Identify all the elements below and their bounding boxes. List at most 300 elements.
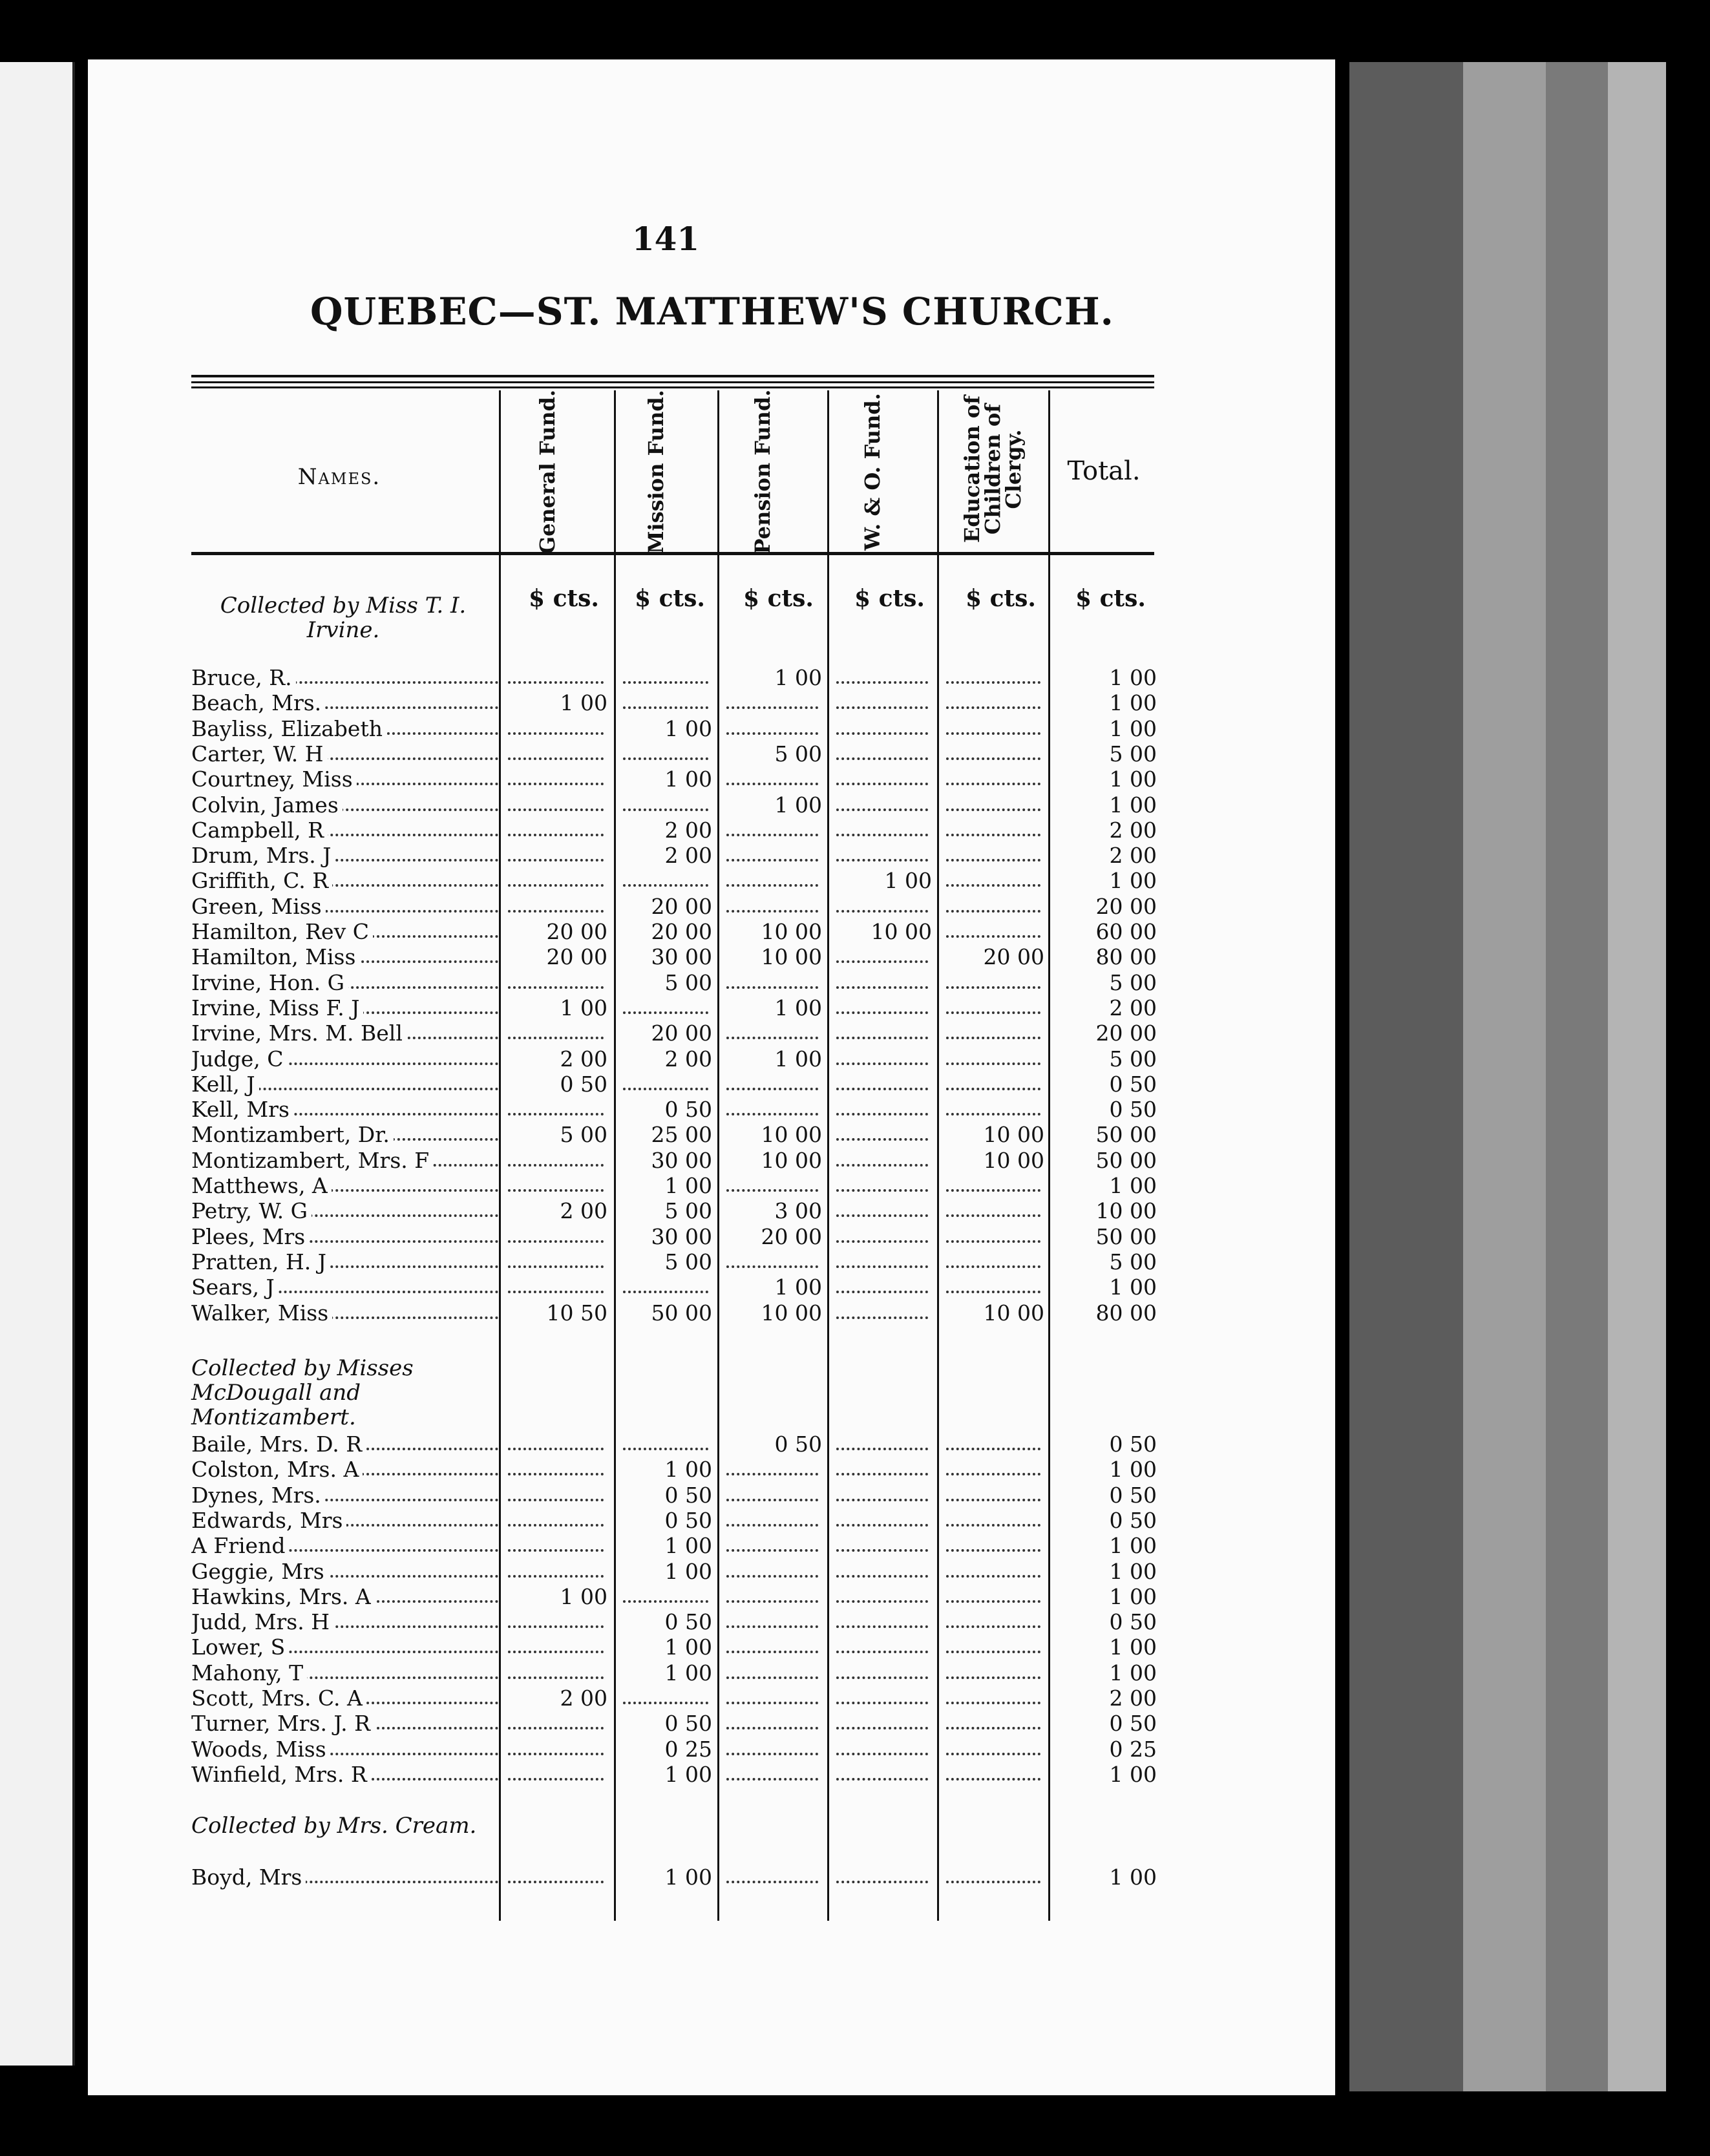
contributor-name bbox=[191, 971, 498, 995]
contributor-name bbox=[191, 1123, 498, 1147]
wo-amount bbox=[831, 1610, 932, 1634]
pension-amount bbox=[721, 843, 822, 868]
total-amount: 0 50 bbox=[1109, 1711, 1157, 1736]
pension-amount: 10 00 bbox=[761, 1122, 822, 1147]
contributor-name-text: Colston, Mrs. A bbox=[191, 1457, 363, 1482]
table-row bbox=[0, 894, 1247, 919]
education-amount bbox=[941, 996, 1044, 1020]
general-amount bbox=[503, 1021, 607, 1046]
general-amount bbox=[503, 1534, 607, 1558]
wo-amount bbox=[831, 1123, 932, 1147]
pension-amount bbox=[721, 1686, 822, 1711]
contributor-name bbox=[191, 793, 498, 818]
pension-amount bbox=[721, 1762, 822, 1787]
general-amount bbox=[503, 717, 607, 741]
pension-amount: 10 00 bbox=[761, 919, 822, 944]
total-amount: 5 00 bbox=[1109, 1249, 1157, 1274]
contributor-name bbox=[191, 1508, 498, 1533]
contributor-name bbox=[191, 818, 498, 843]
table-row bbox=[0, 920, 1247, 944]
contributor-name-text: Judd, Mrs. H bbox=[191, 1610, 333, 1634]
mission-amount: 50 00 bbox=[651, 1300, 712, 1326]
wo-amount bbox=[831, 1432, 932, 1457]
general-amount bbox=[503, 1483, 607, 1508]
page-edge-dark bbox=[1349, 62, 1463, 2091]
education-amount: 10 00 bbox=[983, 1122, 1044, 1147]
wo-amount bbox=[831, 1301, 932, 1326]
contributor-name bbox=[191, 1534, 498, 1558]
contributor-name-text: Campbell, R bbox=[191, 818, 328, 843]
general-amount bbox=[503, 1610, 607, 1634]
table-row bbox=[0, 1711, 1247, 1736]
general-amount bbox=[503, 1174, 607, 1198]
general-amount: 5 00 bbox=[560, 1122, 607, 1147]
contributor-name bbox=[191, 1865, 498, 1890]
mission-amount bbox=[618, 742, 712, 766]
mission-amount: 1 00 bbox=[664, 1865, 712, 1890]
contributor-name-text: Walker, Miss bbox=[191, 1301, 332, 1326]
general-amount bbox=[503, 818, 607, 843]
general-amount bbox=[503, 1250, 607, 1274]
mission-amount: 20 00 bbox=[651, 1020, 712, 1046]
mission-amount: 1 00 bbox=[664, 1457, 712, 1482]
contributor-name bbox=[191, 666, 498, 690]
table-row bbox=[0, 666, 1247, 690]
education-amount: 10 00 bbox=[983, 1300, 1044, 1326]
education-amount bbox=[941, 1711, 1044, 1736]
header-general-fund: General Fund. bbox=[535, 389, 560, 555]
wo-amount bbox=[831, 691, 932, 715]
total-amount: 1 00 bbox=[1109, 1865, 1157, 1890]
education-amount bbox=[941, 1483, 1044, 1508]
general-amount bbox=[503, 894, 607, 919]
general-amount bbox=[503, 1225, 607, 1249]
table-row bbox=[0, 843, 1247, 868]
pension-amount bbox=[721, 818, 822, 843]
pension-amount: 1 00 bbox=[774, 1046, 822, 1072]
table-row bbox=[0, 869, 1247, 893]
page-edge-mid bbox=[1463, 62, 1546, 2091]
contributor-name bbox=[191, 920, 498, 944]
education-amount bbox=[941, 1072, 1044, 1097]
contributor-name-text: Scott, Mrs. C. A bbox=[191, 1686, 366, 1711]
contributor-name bbox=[191, 1737, 498, 1762]
contributor-name bbox=[191, 1635, 498, 1660]
mission-amount: 30 00 bbox=[651, 1148, 712, 1173]
mission-amount: 1 00 bbox=[664, 716, 712, 741]
education-amount: 10 00 bbox=[983, 1148, 1044, 1173]
contributor-name-text: Edwards, Mrs bbox=[191, 1508, 346, 1533]
education-amount bbox=[941, 1250, 1044, 1274]
page-title: QUEBEC—ST. MATTHEW'S CHURCH. bbox=[310, 290, 1114, 333]
wo-amount bbox=[831, 1508, 932, 1533]
total-amount: 2 00 bbox=[1109, 1686, 1157, 1711]
table-row bbox=[0, 818, 1247, 843]
pension-amount bbox=[721, 691, 822, 715]
mission-amount bbox=[618, 1585, 712, 1609]
general-amount bbox=[503, 843, 607, 868]
contributor-name-text: Irvine, Miss F. J bbox=[191, 996, 363, 1020]
mission-amount: 2 00 bbox=[664, 843, 712, 868]
contributor-name-text: Bruce, R. bbox=[191, 666, 296, 690]
mission-amount: 1 00 bbox=[664, 1559, 712, 1584]
unit-mission: $ cts. bbox=[635, 585, 705, 612]
total-amount: 0 50 bbox=[1109, 1483, 1157, 1508]
section-heading: Collected by Miss T. I. Irvine. bbox=[220, 593, 467, 643]
wo-amount bbox=[831, 1148, 932, 1173]
total-amount: 1 00 bbox=[1109, 1559, 1157, 1584]
pension-amount: 10 00 bbox=[761, 944, 822, 969]
education-amount bbox=[941, 920, 1044, 944]
pension-amount bbox=[721, 1508, 822, 1533]
table-row bbox=[0, 1762, 1247, 1787]
contributor-name bbox=[191, 1097, 498, 1122]
general-amount: 1 00 bbox=[560, 995, 607, 1020]
education-amount bbox=[941, 1457, 1044, 1482]
education-amount bbox=[941, 1199, 1044, 1223]
general-amount: 20 00 bbox=[546, 944, 607, 969]
section-heading: Collected by Misses McDougall and Montizambert. bbox=[191, 1355, 414, 1430]
contributor-name bbox=[191, 1148, 498, 1173]
total-amount: 5 00 bbox=[1109, 970, 1157, 995]
pension-amount bbox=[721, 767, 822, 792]
contributor-name bbox=[191, 1301, 498, 1326]
education-amount bbox=[941, 1865, 1044, 1890]
wo-amount bbox=[831, 1711, 932, 1736]
mission-amount bbox=[618, 1072, 712, 1097]
total-amount: 80 00 bbox=[1095, 1300, 1157, 1326]
contributor-name bbox=[191, 1686, 498, 1711]
table-row bbox=[0, 1148, 1247, 1173]
wo-amount bbox=[831, 1174, 932, 1198]
pension-amount bbox=[721, 1661, 822, 1686]
total-amount: 50 00 bbox=[1095, 1148, 1157, 1173]
wo-amount bbox=[831, 1097, 932, 1122]
contributor-name bbox=[191, 717, 498, 741]
table-row bbox=[0, 793, 1247, 818]
contributor-name-text: Judge, C bbox=[191, 1047, 288, 1072]
mission-amount bbox=[618, 1275, 712, 1300]
wo-amount: 1 00 bbox=[884, 868, 932, 893]
total-amount: 1 00 bbox=[1109, 690, 1157, 715]
education-amount bbox=[941, 971, 1044, 995]
total-amount: 2 00 bbox=[1109, 995, 1157, 1020]
total-amount: 20 00 bbox=[1095, 1020, 1157, 1046]
header-mission-fund: Mission Fund. bbox=[644, 390, 668, 554]
table-row bbox=[0, 717, 1247, 741]
wo-amount bbox=[831, 1686, 932, 1711]
education-amount bbox=[941, 742, 1044, 766]
wo-amount bbox=[831, 1661, 932, 1686]
contributor-name bbox=[191, 869, 498, 893]
contributor-name bbox=[191, 1072, 498, 1097]
table-row bbox=[0, 1225, 1247, 1249]
contributor-name-text: Irvine, Hon. G bbox=[191, 971, 348, 995]
general-amount: 10 50 bbox=[546, 1300, 607, 1326]
contributor-name-text: Carter, W. H bbox=[191, 742, 328, 766]
wo-amount bbox=[831, 818, 932, 843]
total-amount: 1 00 bbox=[1109, 868, 1157, 893]
general-amount bbox=[503, 1097, 607, 1122]
contributor-name bbox=[191, 1585, 498, 1609]
table-row bbox=[0, 1585, 1247, 1609]
pension-amount bbox=[721, 1250, 822, 1274]
total-amount: 0 50 bbox=[1109, 1609, 1157, 1634]
contributor-name bbox=[191, 1483, 498, 1508]
education-amount bbox=[941, 717, 1044, 741]
mission-amount: 5 00 bbox=[664, 1198, 712, 1223]
mission-amount: 1 00 bbox=[664, 1533, 712, 1558]
contributor-name bbox=[191, 843, 498, 868]
general-amount bbox=[503, 1661, 607, 1686]
mission-amount: 5 00 bbox=[664, 970, 712, 995]
total-amount: 1 00 bbox=[1109, 1634, 1157, 1660]
contributor-name-text: Green, Miss bbox=[191, 894, 326, 919]
education-amount bbox=[941, 1737, 1044, 1762]
general-amount bbox=[503, 742, 607, 766]
education-amount bbox=[941, 818, 1044, 843]
education-amount bbox=[941, 894, 1044, 919]
education-amount bbox=[941, 1635, 1044, 1660]
pension-amount: 1 00 bbox=[774, 1274, 822, 1300]
wo-amount bbox=[831, 1635, 932, 1660]
total-amount: 1 00 bbox=[1109, 1660, 1157, 1686]
table-row bbox=[0, 1737, 1247, 1762]
wo-amount bbox=[831, 1865, 932, 1890]
contributor-name-text: Boyd, Mrs bbox=[191, 1865, 306, 1890]
mission-amount: 30 00 bbox=[651, 944, 712, 969]
general-amount bbox=[503, 1762, 607, 1787]
general-amount bbox=[503, 793, 607, 818]
unit-general: $ cts. bbox=[529, 585, 599, 612]
education-amount bbox=[941, 1047, 1044, 1072]
education-amount bbox=[941, 1021, 1044, 1046]
unit-pension: $ cts. bbox=[743, 585, 814, 612]
mission-amount: 2 00 bbox=[664, 1046, 712, 1072]
general-amount bbox=[503, 869, 607, 893]
contributor-name bbox=[191, 996, 498, 1020]
mission-amount bbox=[618, 869, 712, 893]
table-row bbox=[0, 1457, 1247, 1482]
table-row bbox=[0, 1072, 1247, 1097]
total-amount: 1 00 bbox=[1109, 665, 1157, 690]
contributor-name bbox=[191, 1250, 498, 1274]
total-amount: 1 00 bbox=[1109, 1274, 1157, 1300]
contributor-name-text: Mahony, T bbox=[191, 1661, 307, 1686]
wo-amount bbox=[831, 717, 932, 741]
contributor-name bbox=[191, 1762, 498, 1787]
general-amount bbox=[503, 1635, 607, 1660]
pension-amount bbox=[721, 1585, 822, 1609]
pension-amount: 0 50 bbox=[774, 1432, 822, 1457]
education-amount bbox=[941, 666, 1044, 690]
wo-amount bbox=[831, 767, 932, 792]
education-amount bbox=[941, 1225, 1044, 1249]
pension-amount bbox=[721, 1711, 822, 1736]
wo-amount bbox=[831, 1275, 932, 1300]
education-amount bbox=[941, 1174, 1044, 1198]
contributor-name-text: Turner, Mrs. J. R bbox=[191, 1711, 374, 1736]
table-row bbox=[0, 691, 1247, 715]
contributor-name-text: A Friend bbox=[191, 1534, 289, 1558]
total-amount: 80 00 bbox=[1095, 944, 1157, 969]
education-amount bbox=[941, 1559, 1044, 1584]
wo-amount bbox=[831, 971, 932, 995]
general-amount: 2 00 bbox=[560, 1686, 607, 1711]
general-amount: 0 50 bbox=[560, 1072, 607, 1097]
contributor-name bbox=[191, 1432, 498, 1457]
pension-amount bbox=[721, 971, 822, 995]
education-amount bbox=[941, 1762, 1044, 1787]
unit-wo: $ cts. bbox=[854, 585, 925, 612]
contributor-name bbox=[191, 767, 498, 792]
contributor-name-text: Montizambert, Dr. bbox=[191, 1123, 394, 1147]
pension-amount bbox=[721, 1097, 822, 1122]
wo-amount bbox=[831, 945, 932, 969]
contributor-name-text: Hamilton, Miss bbox=[191, 945, 359, 969]
header-total: Total. bbox=[1067, 456, 1141, 486]
mission-amount: 1 00 bbox=[664, 766, 712, 792]
wo-amount bbox=[831, 1021, 932, 1046]
contributor-name bbox=[191, 1174, 498, 1198]
general-amount bbox=[503, 767, 607, 792]
page-number: 141 bbox=[631, 220, 700, 258]
table-row bbox=[0, 1199, 1247, 1223]
total-amount: 1 00 bbox=[1109, 1584, 1157, 1609]
total-amount: 0 25 bbox=[1109, 1737, 1157, 1762]
contributor-name-text: Irvine, Mrs. M. Bell bbox=[191, 1021, 406, 1046]
pension-amount bbox=[721, 869, 822, 893]
table-row bbox=[0, 1021, 1247, 1046]
table-row bbox=[0, 1483, 1247, 1508]
mission-amount: 0 50 bbox=[664, 1609, 712, 1634]
education-amount bbox=[941, 1275, 1044, 1300]
contributor-name-text: Sears, J bbox=[191, 1275, 279, 1300]
table-row bbox=[0, 1661, 1247, 1686]
mission-amount: 0 50 bbox=[664, 1711, 712, 1736]
total-amount: 10 00 bbox=[1095, 1198, 1157, 1223]
pension-amount bbox=[721, 717, 822, 741]
pension-amount: 20 00 bbox=[761, 1224, 822, 1249]
wo-amount bbox=[831, 1737, 932, 1762]
pension-amount bbox=[721, 1021, 822, 1046]
header-pension-fund: Pension Fund. bbox=[750, 389, 775, 555]
total-amount: 5 00 bbox=[1109, 741, 1157, 766]
contributor-name-text: Pratten, H. J bbox=[191, 1250, 330, 1274]
table-row bbox=[0, 1047, 1247, 1072]
general-amount bbox=[503, 1508, 607, 1533]
pension-amount bbox=[721, 1072, 822, 1097]
total-amount: 1 00 bbox=[1109, 1173, 1157, 1198]
contributor-name bbox=[191, 894, 498, 919]
mission-amount: 5 00 bbox=[664, 1249, 712, 1274]
contributor-name-text: Matthews, A bbox=[191, 1174, 332, 1198]
general-amount bbox=[503, 1865, 607, 1890]
contributor-name-text: Geggie, Mrs bbox=[191, 1559, 328, 1584]
pension-amount bbox=[721, 1457, 822, 1482]
general-amount bbox=[503, 1711, 607, 1736]
mission-amount: 20 00 bbox=[651, 919, 712, 944]
general-amount bbox=[503, 1457, 607, 1482]
general-amount bbox=[503, 1275, 607, 1300]
wo-amount bbox=[831, 1534, 932, 1558]
contributor-name-text: Hawkins, Mrs. A bbox=[191, 1585, 375, 1609]
total-amount: 60 00 bbox=[1095, 919, 1157, 944]
general-amount bbox=[503, 666, 607, 690]
pension-amount bbox=[721, 894, 822, 919]
wo-amount bbox=[831, 843, 932, 868]
total-amount: 0 50 bbox=[1109, 1072, 1157, 1097]
pension-amount bbox=[721, 1483, 822, 1508]
top-rule-2 bbox=[191, 381, 1154, 383]
contributor-name-text: Plees, Mrs bbox=[191, 1225, 309, 1249]
mission-amount bbox=[618, 666, 712, 690]
contributor-name-text: Drum, Mrs. J bbox=[191, 843, 335, 868]
mission-amount bbox=[618, 1686, 712, 1711]
wo-amount bbox=[831, 1047, 932, 1072]
general-amount bbox=[503, 1148, 607, 1173]
total-amount: 0 50 bbox=[1109, 1097, 1157, 1122]
table-row bbox=[0, 945, 1247, 969]
general-amount: 1 00 bbox=[560, 690, 607, 715]
contributor-name-text: Beach, Mrs. bbox=[191, 691, 325, 715]
contributor-name bbox=[191, 1457, 498, 1482]
wo-amount bbox=[831, 1559, 932, 1584]
contributor-name-text: Courtney, Miss bbox=[191, 767, 357, 792]
general-amount: 1 00 bbox=[560, 1584, 607, 1609]
education-amount bbox=[941, 793, 1044, 818]
total-amount: 1 00 bbox=[1109, 1533, 1157, 1558]
contributor-name-text: Lower, S bbox=[191, 1635, 289, 1660]
pension-amount bbox=[721, 1534, 822, 1558]
mission-amount: 0 50 bbox=[664, 1508, 712, 1533]
total-amount: 1 00 bbox=[1109, 1762, 1157, 1787]
table-row bbox=[0, 1301, 1247, 1326]
contributor-name-text: Woods, Miss bbox=[191, 1737, 330, 1762]
table-row bbox=[0, 1686, 1247, 1711]
contributor-name bbox=[191, 1610, 498, 1634]
contributor-name-text: Griffith, C. R bbox=[191, 869, 332, 893]
mission-amount: 0 25 bbox=[664, 1737, 712, 1762]
general-amount bbox=[503, 1737, 607, 1762]
education-amount bbox=[941, 1508, 1044, 1533]
contributor-name bbox=[191, 1199, 498, 1223]
unit-education: $ cts. bbox=[966, 585, 1036, 612]
contributor-name bbox=[191, 691, 498, 715]
table-row bbox=[0, 971, 1247, 995]
contributor-name bbox=[191, 1021, 498, 1046]
table-row bbox=[0, 742, 1247, 766]
table-row bbox=[0, 1432, 1247, 1457]
contributor-name bbox=[191, 742, 498, 766]
mission-amount: 0 50 bbox=[664, 1483, 712, 1508]
table-row bbox=[0, 1534, 1247, 1558]
table-row bbox=[0, 1559, 1247, 1584]
education-amount bbox=[941, 1534, 1044, 1558]
pension-amount bbox=[721, 1174, 822, 1198]
mission-amount: 0 50 bbox=[664, 1097, 712, 1122]
header-wo-fund: W. & O. Fund. bbox=[860, 393, 885, 551]
pension-amount: 1 00 bbox=[774, 665, 822, 690]
mission-amount: 1 00 bbox=[664, 1660, 712, 1686]
mission-amount: 25 00 bbox=[651, 1122, 712, 1147]
section-heading: Collected by Mrs. Cream. bbox=[191, 1813, 477, 1839]
contributor-name bbox=[191, 1559, 498, 1584]
general-amount: 2 00 bbox=[560, 1198, 607, 1223]
education-amount bbox=[941, 843, 1044, 868]
general-amount bbox=[503, 1432, 607, 1457]
contributor-name-text: Winfield, Mrs. R bbox=[191, 1762, 371, 1787]
